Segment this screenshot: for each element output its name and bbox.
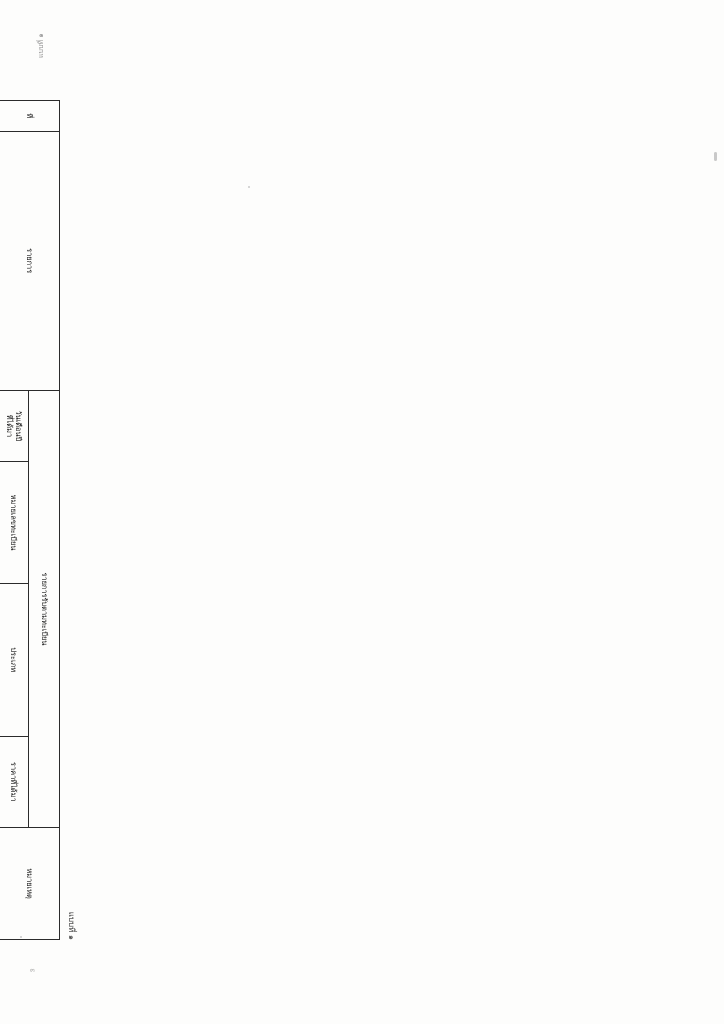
page-number-label: ๓ [30, 966, 35, 974]
col-header-price: ราคาที่ได้มา [0, 736, 29, 828]
form-code-header: แบบที่ ๑ [67, 911, 76, 940]
form-code-label: แบบที่ ๑ [37, 33, 45, 58]
col-header-date-line1: วันเดือนปี [13, 410, 23, 442]
col-header-reg-no: หมายเลขทะเบียน [0, 461, 29, 583]
asset-register-table [0, 100, 60, 940]
col-header-type: ประเภท [0, 584, 29, 737]
col-header-group-register: รายการรับตามทะเบียน [29, 390, 60, 827]
col-header-date-line2: ที่ได้มา [5, 414, 14, 438]
col-header-item: รายการ [0, 131, 60, 390]
table-header-group-row [29, 101, 60, 940]
col-header-note: หมายเหตุ [0, 828, 60, 940]
col-header-no: ที่ [0, 101, 60, 132]
document-header [60, 100, 78, 940]
col-header-date [0, 390, 29, 461]
